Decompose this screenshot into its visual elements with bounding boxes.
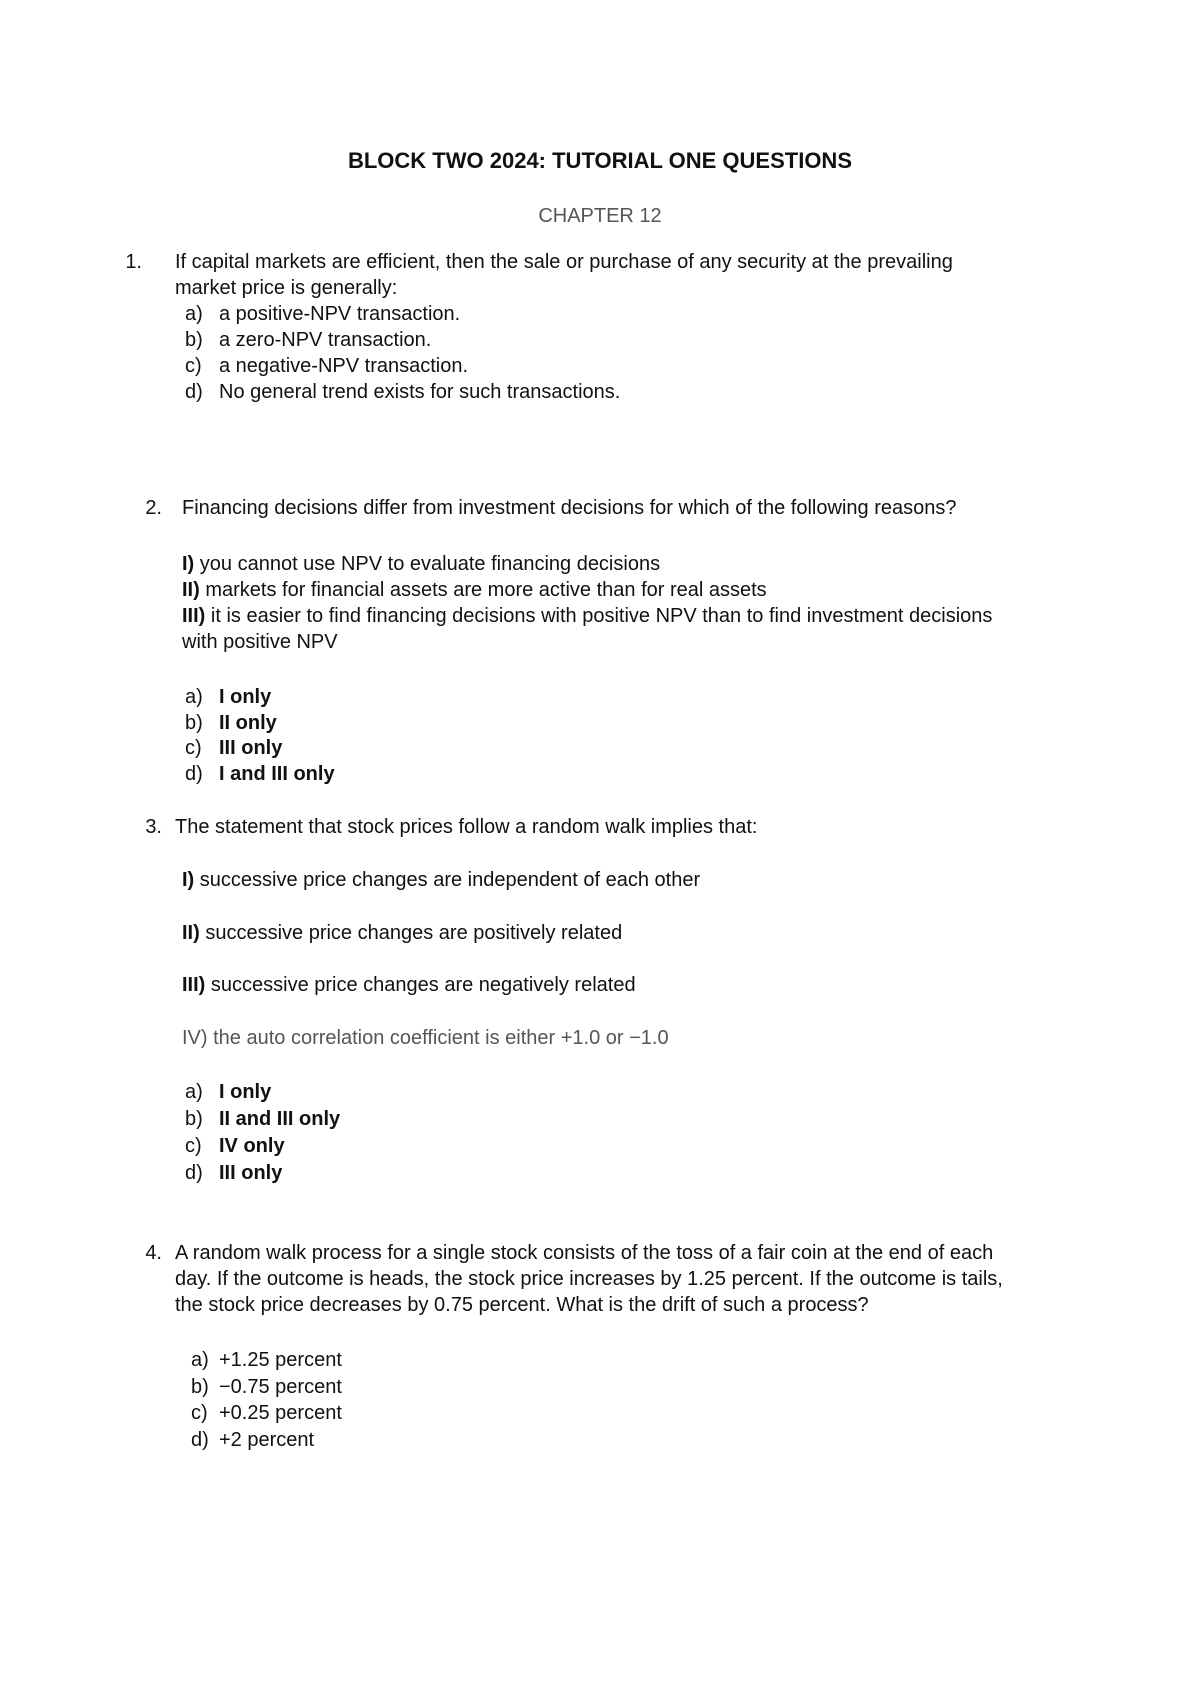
statement-2 <box>182 577 767 603</box>
question-number: 4. <box>145 1242 162 1264</box>
option-text: No general trend exists for such transactions. <box>219 381 621 403</box>
option-text: III only <box>219 737 283 759</box>
statement-text: the auto correlation coefficient is either +1.0 or −1.0 <box>207 1027 669 1049</box>
option-letter: d) <box>191 1429 209 1451</box>
option-text: +0.25 percent <box>219 1402 342 1424</box>
question-number: 1. <box>125 251 142 273</box>
option-letter: a) <box>185 303 203 325</box>
question-stem-line: If capital markets are efficient, then the sale or purchase of any security at the prevailing <box>175 251 953 273</box>
question-number: 2. <box>145 497 162 519</box>
page-title: BLOCK TWO 2024: TUTORIAL ONE QUESTIONS <box>347 148 852 173</box>
statement-3 <box>182 972 636 998</box>
option-letter: b) <box>185 712 203 734</box>
option-text: −0.75 percent <box>219 1376 342 1398</box>
question-stem-line: The statement that stock prices follow a random walk implies that: <box>175 816 758 838</box>
statement-text: successive price changes are positively related <box>199 922 623 944</box>
option-letter: c) <box>185 737 202 759</box>
question-stem-line: A random walk process for a single stock consists of the toss of a fair coin at the end of each <box>175 1242 994 1264</box>
question-stem-line: market price is generally: <box>175 277 398 299</box>
statement-roman: IV) <box>182 1027 208 1049</box>
statement-text: successive price changes are negatively related <box>205 974 636 996</box>
statement-roman: II) <box>182 579 200 601</box>
option-text: +2 percent <box>219 1429 315 1451</box>
statement-3 <box>182 603 992 629</box>
statement-text: successive price changes are independent of each other <box>194 869 701 891</box>
option-letter: c) <box>185 1135 202 1157</box>
option-letter: d) <box>185 763 203 785</box>
option-letter: d) <box>185 1162 203 1184</box>
option-letter: b) <box>191 1376 209 1398</box>
option-text: I and III only <box>219 763 335 785</box>
option-text: +1.25 percent <box>219 1349 342 1371</box>
statement-text: markets for financial assets are more active than for real assets <box>199 579 767 601</box>
option-letter: a) <box>185 1081 203 1103</box>
option-letter: c) <box>185 355 202 377</box>
option-text: III only <box>219 1162 283 1184</box>
statement-text: you cannot use NPV to evaluate financing decisions <box>194 553 661 575</box>
statement-text: it is easier to find financing decisions with positive NPV than to find investment decisions <box>205 605 993 627</box>
question-stem-line: day. If the outcome is heads, the stock price increases by 1.25 percent. If the outcome is tails, <box>175 1268 1003 1290</box>
option-letter: a) <box>191 1349 209 1371</box>
option-text: a positive-NPV transaction. <box>219 303 461 325</box>
statement-3-continued: with positive NPV <box>182 631 338 653</box>
option-text: a negative-NPV transaction. <box>219 355 469 377</box>
option-letter: a) <box>185 686 203 708</box>
chapter-heading: CHAPTER 12 <box>538 205 662 227</box>
statement-4 <box>182 1025 669 1051</box>
option-text: IV only <box>219 1135 285 1157</box>
statement-roman: I) <box>182 869 195 891</box>
question-number: 3. <box>145 816 162 838</box>
question-stem-line: Financing decisions differ from investment decisions for which of the following reasons? <box>182 497 957 519</box>
option-letter: d) <box>185 381 203 403</box>
statement-1 <box>182 867 700 893</box>
option-letter: c) <box>191 1402 208 1424</box>
statement-2 <box>182 920 622 946</box>
option-text: II and III only <box>219 1108 341 1130</box>
option-text: II only <box>219 712 277 734</box>
statement-1 <box>182 551 660 577</box>
option-text: a zero-NPV transaction. <box>219 329 432 351</box>
statement-roman: I) <box>182 553 195 575</box>
option-text: I only <box>219 1081 272 1103</box>
option-letter: b) <box>185 329 203 351</box>
statement-roman: II) <box>182 922 200 944</box>
option-letter: b) <box>185 1108 203 1130</box>
statement-roman: III) <box>182 974 206 996</box>
question-stem-line: the stock price decreases by 0.75 percent. What is the drift of such a process? <box>175 1294 869 1316</box>
option-text: I only <box>219 686 272 708</box>
statement-roman: III) <box>182 605 206 627</box>
